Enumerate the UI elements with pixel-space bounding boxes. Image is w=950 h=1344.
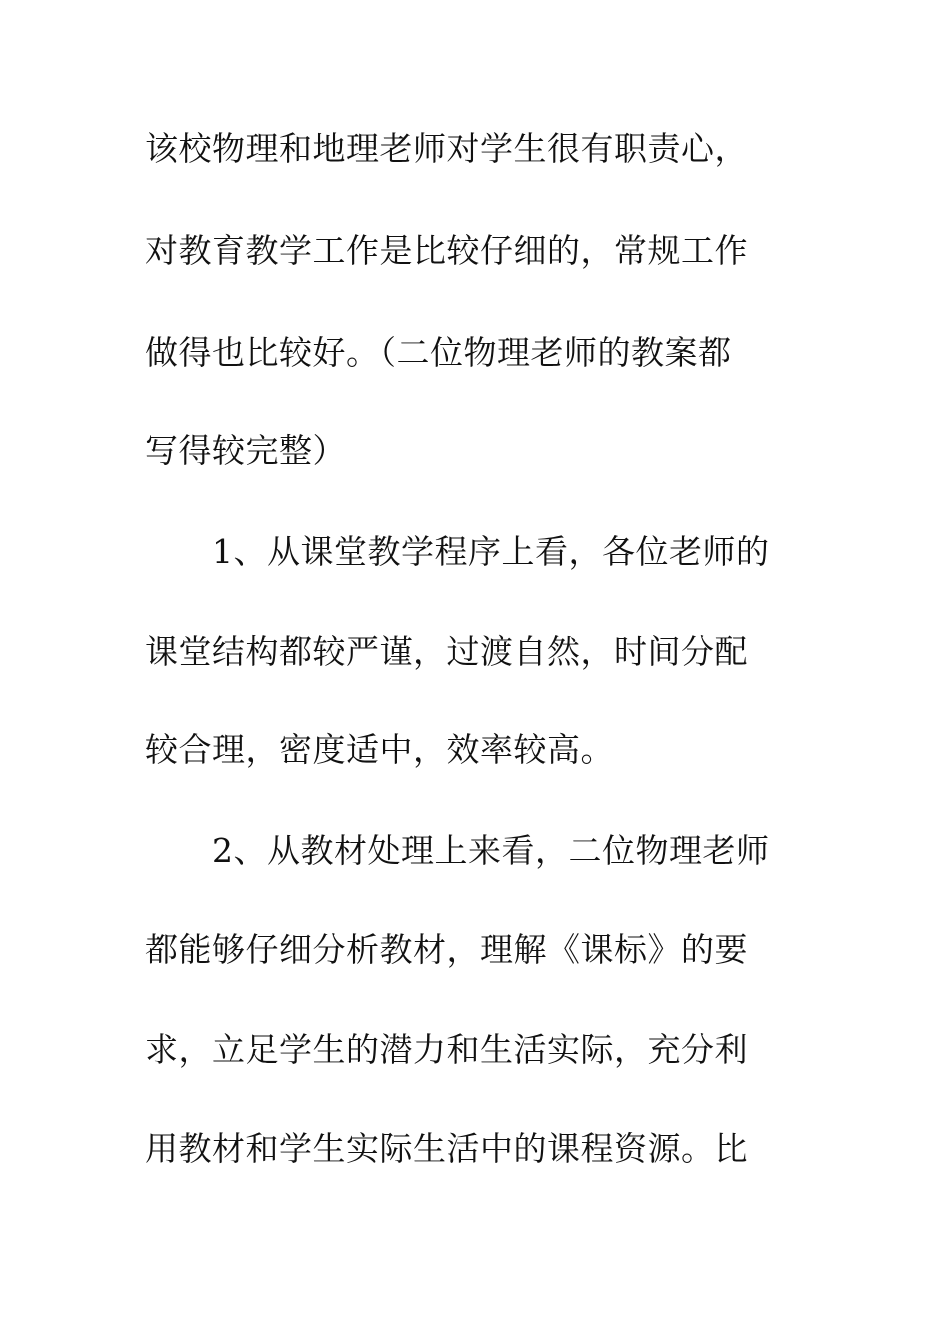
paragraph-line: 该校物理和地理老师对学生很有职责心， — [145, 129, 748, 168]
paragraph-line: 对教育教学工作是比较仔细的，常规工作 — [145, 231, 748, 270]
paragraph-line: 写得较完整） — [145, 431, 346, 470]
list-item-2-line: 2、从教材处理上来看，二位物理老师 — [212, 831, 770, 870]
paragraph-line: 课堂结构都较严谨，过渡自然，时间分配 — [145, 632, 748, 671]
paragraph-line: 较合理，密度适中，效率较高。 — [145, 730, 614, 769]
paragraph-line: 用教材和学生实际生活中的课程资源。比 — [145, 1129, 748, 1168]
list-item-1-line: 1、从课堂教学程序上看，各位老师的 — [212, 532, 770, 571]
paragraph-line: 都能够仔细分析教材，理解《课标》的要 — [145, 930, 748, 969]
paragraph-line: 做得也比较好。（二位物理老师的教案都 — [145, 333, 732, 372]
paragraph-line: 求，立足学生的潜力和生活实际，充分利 — [145, 1030, 748, 1069]
